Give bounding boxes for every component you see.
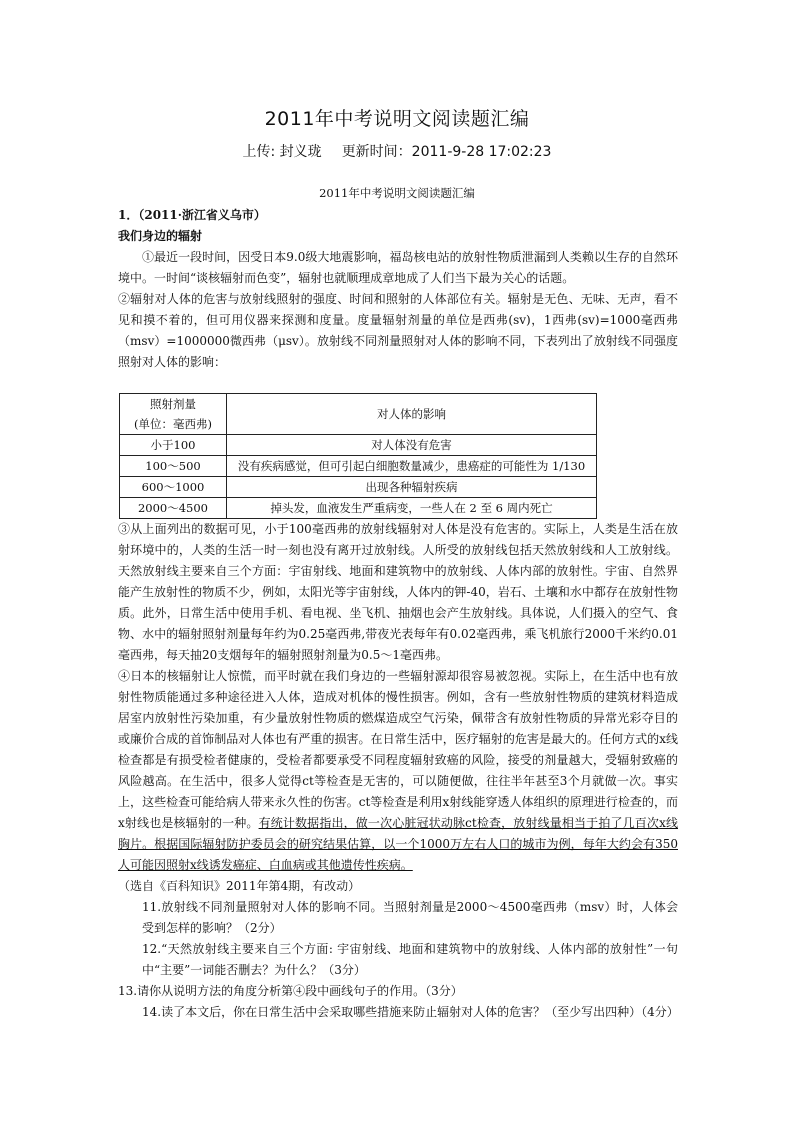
question-11: 11.放射线不同剂量照射对人体的影响不同。当照射剂量是2000～4500毫西弗（msv）时，人体会受到怎样的影响？（2分） — [142, 900, 678, 935]
header-dose — [120, 394, 227, 435]
meta-line — [0, 141, 794, 161]
paragraph-4-text: ④日本的核辐射让人惊慌，而平时就在我们身边的一些辐射源却很容易被忽视。实际上，在生活中也有放射性物质能通过多种途径进入人体，造成对机体的慢性损害。例如，含有一些放射性物质的建筑材料造成居室内放射性污染加重，有少量放射性物质的燃煤造成空气污染，佩带含有放射性物质的异常光彩夺目的或廉价合成的首饰制品对人体也有严重的损害。在日常生活中，医疗辐射的危害是最大的。任何方式的x线检查都是有损受检者健康的，受检者都要承受不同程度辐射致癌的风险，接受的剂量越大，受辐射致癌的风险越高。在生活中，很多人觉得ct等检查是无害的，可以随便做，往往半年甚至3个月就做一次。事实上，这些检查可能给病人带来永久性的伤害。ct等检查是利用x射线能穿透人体组织的原理进行检查的，而x射线也是核辐射的一种。 — [118, 669, 678, 830]
paragraph-1: ①最近一段时间，因受日本9.0级大地震影响，福岛核电站的放射性物质泄漏到人类赖以生存的自然环境中。一时间“谈核辐射而色变”，辐射也就顺理成章地成了人们当下最为关心的话题。 — [118, 250, 678, 285]
page-title: 2011年中考说明文阅读题汇编 — [264, 108, 530, 130]
table-header-row — [120, 394, 597, 435]
effect-cell: 掉头发，血液发生严重病变，一些人在 2 至 6 周内死亡 — [227, 498, 597, 519]
table-row — [120, 456, 597, 477]
uploader: 上传: 封义珑 — [242, 144, 322, 160]
section-number: 1．（2011·浙江省义乌市） — [118, 208, 266, 222]
table-row — [120, 498, 597, 519]
source-note: （选自《百科知识》2011年第4期，有改动） — [118, 879, 361, 893]
section-heading: 我们身边的辐射 — [118, 229, 203, 243]
effect-cell: 没有疾病感觉，但可引起白细胞数量减少，患癌症的可能性为 1/130 — [227, 456, 597, 477]
paragraph-3: ③从上面列出的数据可见，小于100毫西弗的放射线辐射对人体是没有危害的。实际上，人类是生活在放射环境中的，人类的生活一时一刻也没有离开过放射线。人所受的放射线包括天然放射线和人工放射线。天然放射线主要来自三个方面：宇宙射线、地面和建筑物中的放射线、人体内部的放射性。宇宙、自然界能产生放射性的物质不少，例如，太阳光等宇宙射线，人体内的钾-40，岩石、土壤和水中都存在放射性物质。此外，日常生活中使用手机、看电视、坐飞机、抽烟也会产生放射线。具体说，人们摄入的空气、食物、水中的辐射照射剂量每年约为0.25毫西弗,带夜光表每年有0.02毫西弗，乘飞机旅行2000千米约0.01毫西弗，每天抽20支烟每年的辐射照射剂量为0.5～1毫西弗。 — [118, 522, 678, 662]
question-13: 13.请你从说明方法的角度分析第④段中画线句子的作用。（3分） — [118, 984, 463, 998]
effect-cell: 出现各种辐射疾病 — [227, 477, 597, 498]
subtitle: 2011年中考说明文阅读题汇编 — [319, 186, 475, 200]
radiation-table — [119, 393, 597, 519]
header-dose-line1: 照射剂量 — [150, 397, 196, 411]
effect-cell: 对人体没有危害 — [227, 435, 597, 456]
underlined-sentence: 有统计数据指出，做一次心脏冠状动脉ct检查，放射线量相当于拍了几百次x线胸片。根据国际辐射防护委员会的研究结果估算，以一个1000万左右人口的城市为例，每年大约会有350人可能因照射x线诱发癌症、白血病或其他遗传性疾病。 — [118, 816, 678, 872]
question-14: 14.读了本文后，你在日常生活中会采取哪些措施来防止辐射对人体的危害？（至少写出四种）（4分） — [142, 1005, 679, 1019]
dose-cell: 2000～4500 — [120, 498, 227, 519]
table-row — [120, 435, 597, 456]
header-dose-line2: (单位：毫西弗) — [134, 417, 212, 431]
article-body — [118, 205, 678, 1023]
question-12: 12.“天然放射线主要来自三个方面: 宇宙射线、地面和建筑物中的放射线、人体内部的放射性”一句中“主要”一词能否删去？为什么？（3分） — [142, 942, 678, 977]
update-time: 更新时间：2011-9-28 17:02:23 — [341, 144, 552, 160]
dose-cell: 100～500 — [120, 456, 227, 477]
table-row — [120, 477, 597, 498]
paragraph-2: ②辐射对人体的危害与放射线照射的强度、时间和照射的人体部位有关。辐射是无色、无味、无声，看不见和摸不着的，但可用仪器来探测和度量。度量辐射剂量的单位是西弗(sv)，1西弗(sv)=1000毫西弗（msv）=1000000微西弗（μsv）。放射线不同剂量照射对人体的影响不同，下表列出了放射线不同强度照射对人体的影响： — [118, 292, 678, 369]
dose-cell: 600～1000 — [120, 477, 227, 498]
dose-cell: 小于100 — [120, 435, 227, 456]
paragraph-4 — [118, 666, 678, 876]
header-effect: 对人体的影响 — [227, 394, 597, 435]
